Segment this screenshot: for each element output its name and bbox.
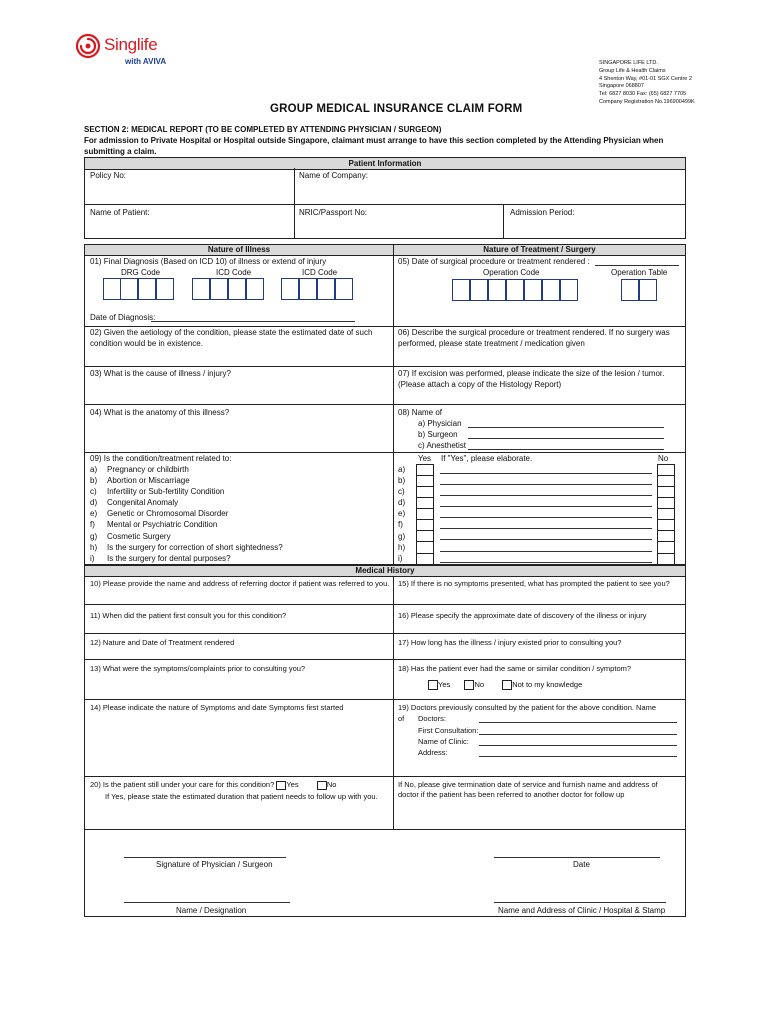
surgeon-label: b) Surgeon bbox=[418, 430, 458, 439]
q09-item: Mental or Psychiatric Condition bbox=[107, 520, 218, 530]
q09-item: Infertility or Sub-fertility Condition bbox=[107, 487, 225, 497]
surgery-date-line[interactable] bbox=[595, 265, 679, 266]
q09-no-header: No bbox=[658, 454, 669, 463]
physician-signature-label: Signature of Physician / Surgeon bbox=[156, 860, 273, 869]
company-line: Singapore 068807 bbox=[599, 83, 644, 90]
operation-table-label: Operation Table bbox=[611, 268, 668, 277]
form-title: GROUP MEDICAL INSURANCE CLAIM FORM bbox=[270, 103, 523, 115]
company-logo bbox=[74, 32, 184, 72]
clinic-stamp-line[interactable] bbox=[494, 902, 666, 903]
physician-signature-line[interactable] bbox=[124, 857, 286, 858]
patient-info-header: Patient Information bbox=[85, 158, 685, 170]
patient-name-field[interactable]: Name of Patient: bbox=[90, 208, 150, 217]
surgeon-line[interactable] bbox=[468, 438, 664, 439]
company-line: 4 Shenton Way, #01-01 SGX Centre 2 bbox=[599, 75, 692, 82]
q19-address-line[interactable] bbox=[479, 756, 677, 757]
q18-label: 18) Has the patient ever had the same or similar condition / symptom? bbox=[398, 664, 632, 673]
operation-code-label: Operation Code bbox=[483, 268, 540, 277]
patient-info-table bbox=[84, 157, 686, 239]
q04-label: 04) What is the anatomy of this illness? bbox=[90, 408, 230, 417]
q19-doctors: Doctors: bbox=[418, 714, 446, 723]
q19-first-consult: First Consultation: bbox=[418, 726, 479, 735]
q11-label: 11) When did the patient first consult you for this condition? bbox=[90, 611, 287, 620]
section-note: For admission to Private Hospital or Hospital outside Singapore, claimant must arrange to have this section completed by the Attending Physician when submitting a claim. bbox=[84, 136, 664, 156]
q09-item: Congenital Anomaly bbox=[107, 498, 179, 508]
q20-yes-checkbox[interactable] bbox=[276, 781, 286, 790]
q09-item: Genetic or Chromosomal Disorder bbox=[107, 509, 229, 519]
q19-of: of bbox=[398, 714, 405, 723]
company-line: SINGAPORE LIFE LTD. bbox=[599, 60, 658, 66]
q20-right: If No, please give termination date of service and furnish name and address of doctor if the patient has been referred to another doctor for follow up bbox=[398, 780, 658, 799]
q20-sub: If Yes, please state the estimated duration that patient needs to follow up with you. bbox=[105, 792, 378, 801]
q09-item: Pregnancy or childbirth bbox=[107, 465, 189, 474]
clinic-stamp-label: Name and Address of Clinic / Hospital & Stamp bbox=[498, 906, 666, 915]
q02-label: 02) Given the aetiology of the condition, please state the estimated date of such condition would be in existence. bbox=[90, 328, 373, 348]
date-line[interactable] bbox=[494, 857, 660, 858]
q13-label: 13) What were the symptoms/complaints prior to consulting you? bbox=[90, 664, 306, 673]
q09-elaborate-header: If "Yes", please elaborate. bbox=[441, 454, 533, 463]
q09-item: Is the surgery for dental purposes? bbox=[107, 553, 231, 563]
q03-label: 03) What is the cause of illness / injury? bbox=[90, 369, 231, 378]
nric-field[interactable]: NRIC/Passport No: bbox=[299, 208, 368, 217]
anesthetist-line[interactable] bbox=[468, 449, 664, 450]
q10-label: 10) Please provide the name and address of referring doctor if patient was referred to you. bbox=[90, 579, 390, 588]
q20-label: 20) Is the patient still under your care for this condition? Yes No bbox=[90, 780, 337, 789]
company-line: Company Registration No.196900499K bbox=[599, 98, 695, 105]
q19-clinic-line[interactable] bbox=[479, 745, 677, 746]
q18-not-known-checkbox[interactable] bbox=[502, 680, 512, 690]
treatment-header: Nature of Treatment / Surgery bbox=[394, 245, 685, 256]
q09-yes-header: Yes bbox=[418, 454, 432, 463]
q09-item: Cosmetic Surgery bbox=[107, 531, 171, 541]
drg-code-label: DRG Code bbox=[121, 268, 161, 277]
section-heading: SECTION 2: MEDICAL REPORT (TO BE COMPLETED BY ATTENDING PHYSICIAN / SURGEON) bbox=[84, 125, 442, 134]
logo-sub: with AVIVA bbox=[125, 57, 167, 66]
q18-options: Yes No Not to my knowledge bbox=[428, 680, 582, 690]
q20-no-checkbox[interactable] bbox=[317, 781, 327, 790]
q19-address: Address: bbox=[418, 748, 448, 757]
q08-label: 08) Name of bbox=[398, 408, 443, 417]
date-label: Date bbox=[573, 860, 590, 869]
icd-code-label-2: ICD Code bbox=[302, 268, 338, 277]
q18-yes-checkbox[interactable] bbox=[428, 680, 438, 690]
date-of-diagnosis-label: Date of Diagnosis: bbox=[90, 313, 156, 322]
q12-label: 12) Nature and Date of Treatment rendered bbox=[90, 638, 235, 647]
company-address-block bbox=[599, 60, 759, 107]
company-name-field[interactable]: Name of Company: bbox=[299, 171, 368, 180]
illness-header: Nature of Illness bbox=[85, 245, 393, 256]
name-designation-label: Name / Designation bbox=[176, 906, 247, 915]
q09-item: Abortion or Miscarriage bbox=[107, 476, 190, 486]
q19-clinic: Name of Clinic: bbox=[418, 737, 469, 746]
policy-no-field[interactable]: Policy No: bbox=[90, 171, 127, 180]
q07-label: 07) If excision was performed, please indicate the size of the lesion / tumor. (Please attach a copy of the Histology Report) bbox=[398, 369, 665, 389]
company-line: Group Life & Health Claims bbox=[599, 67, 666, 74]
physician-line[interactable] bbox=[468, 427, 664, 428]
icd-code-label-1: ICD Code bbox=[216, 268, 252, 277]
q09-items: a) Pregnancy or childbirth b) Abortion or Miscarriage c) Infertility or Sub-fertility Condition d) Congenital Anomaly e) Genetic or Chromosomal Disorder f) Mental or Psychiatric Condition g) Cosmetic Surgery h) Is the surgery for correction of short sightedness? i) Is the surgery for dental purposes? bbox=[90, 465, 283, 563]
name-designation-line[interactable] bbox=[124, 902, 290, 903]
admission-period-field[interactable]: Admission Period: bbox=[510, 208, 575, 217]
q14-label: 14) Please indicate the nature of Symptoms and date Symptoms first started bbox=[90, 703, 344, 712]
singlife-swirl-icon bbox=[74, 32, 102, 60]
q15-label: 15) If there is no symptoms presented, what has prompted the patient to see you? bbox=[398, 579, 670, 588]
medical-history-header: Medical History bbox=[85, 566, 685, 577]
anesthetist-label: c) Anesthetist bbox=[418, 441, 467, 450]
q09-right-keys: a) b) c) d) e) f) g) h) i) bbox=[398, 465, 406, 563]
q19-doctors-line[interactable] bbox=[479, 722, 677, 723]
q01-label: 01) Final Diagnosis (Based on ICD 10) of illness or extend of injury bbox=[90, 257, 327, 266]
date-of-diagnosis-line[interactable] bbox=[151, 321, 355, 322]
q19-first-consult-line[interactable] bbox=[479, 734, 677, 735]
signature-area bbox=[84, 830, 686, 917]
q09-label: 09) Is the condition/treatment related to: bbox=[90, 454, 232, 463]
physician-label: a) Physician bbox=[418, 419, 462, 428]
q19-label: 19) Doctors previously consulted by the patient for the above condition. Name bbox=[398, 703, 657, 712]
company-line: Tel: 6827 8030 Fax: (65) 6827 7705 bbox=[599, 91, 687, 98]
logo-brand: Singlife bbox=[104, 35, 158, 54]
q18-no-checkbox[interactable] bbox=[464, 680, 474, 690]
q16-label: 16) Please specify the approximate date of discovery of the illness or injury bbox=[398, 611, 647, 620]
q05-label: 05) Date of surgical procedure or treatment rendered : bbox=[398, 257, 590, 266]
q06-label: 06) Describe the surgical procedure or treatment rendered. If no surgery was performed, please state treatment / medication given bbox=[398, 328, 670, 348]
q09-item: Is the surgery for correction of short sightedness? bbox=[107, 542, 283, 552]
q17-label: 17) How long has the illness / injury existed prior to consulting you? bbox=[398, 638, 622, 647]
